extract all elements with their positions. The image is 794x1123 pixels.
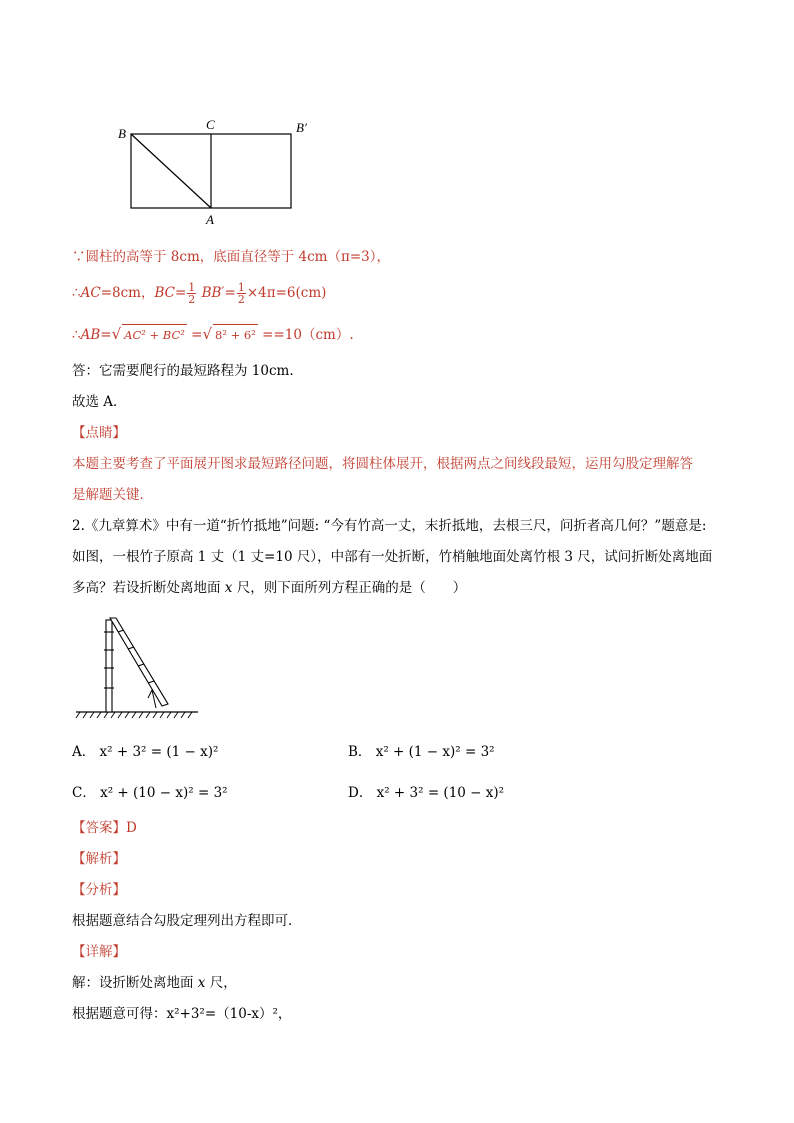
question2-line3-a: 多高？若设折断处离地面: [72, 580, 225, 596]
equals-sign: =: [174, 285, 187, 301]
radical-sign: √: [111, 325, 122, 343]
fraction-denominator: 2: [237, 293, 245, 306]
var-bb-prime: BB′: [201, 285, 225, 301]
heading-fenxi: 【分析】: [72, 882, 126, 898]
solution1-ac-bc: [72, 282, 326, 305]
option-a[interactable]: A． x² + 3² = (1 − x)²: [72, 744, 219, 760]
ab-result: =10（cm）.: [273, 327, 354, 343]
xiangjie-line1-a: 解：设折断处离地面: [72, 975, 198, 991]
xiangjie-line1: [72, 973, 237, 993]
equals-sign-2: =: [224, 285, 236, 301]
dianjing-text-1: 本题主要考查了平面展开图求最短路径问题，将圆柱体展开，根据两点之间线段最短，运用勾股定理解答: [72, 456, 693, 472]
ground-hatching: [76, 712, 192, 718]
therefore-symbol: ∴: [72, 327, 81, 343]
heading-answer: 【答案】: [72, 820, 126, 836]
fraction-denominator: 2: [188, 293, 196, 306]
bamboo-stem: [106, 620, 112, 712]
question2-line2: 如图，一根竹子原高 1 丈（1 丈=10 尺），中部有一处折断，竹梢触地面处离竹根 3 尺，试问折断处离地面: [72, 549, 713, 565]
broken-bamboo-diagram: [72, 612, 202, 722]
segment-ba: [131, 134, 211, 208]
heading-dianjing: 【点睛】: [72, 425, 126, 441]
heading-jiexi: 【解析】: [72, 851, 126, 867]
fraction-numerator: 1: [188, 281, 196, 294]
heading-xiangjie: 【详解】: [72, 944, 126, 960]
label-c: C: [206, 117, 215, 132]
radicand-ac-bc: AC² + BC²: [122, 324, 187, 345]
question2-line3-b: 尺，则下面所列方程正确的是（ ）: [232, 580, 467, 596]
fraction-half-2: [237, 282, 246, 305]
solution1-given: ∵圆柱的高等于 8cm，底面直径等于 4cm（π=3），: [72, 249, 391, 265]
therefore-symbol: ∴: [72, 285, 81, 301]
label-b: B: [118, 126, 126, 141]
xiangjie-line2: 根据题意可得：x²+3²=（10-x）²，: [72, 1006, 292, 1022]
solution1-answer: 答：它需要爬行的最短路程为 10cm.: [72, 363, 294, 379]
ac-value: =8cm，: [100, 285, 155, 301]
solution1-ab: [72, 324, 354, 345]
var-x: x: [197, 975, 206, 991]
bamboo-leaf-2: [148, 690, 152, 698]
bc-result: ×4π=6(cm): [246, 285, 327, 301]
fraction-half: [187, 282, 196, 305]
label-a: A: [206, 212, 214, 227]
answer-line: [72, 818, 137, 838]
equals-sign-2: =: [191, 327, 203, 343]
xiangjie-line1-b: 尺，: [205, 975, 237, 991]
fraction-numerator: 1: [237, 281, 245, 294]
var-ab: AB: [80, 327, 101, 343]
radical-sign-2: √: [202, 325, 213, 343]
var-x: x: [224, 580, 233, 596]
answer-value: D: [126, 820, 137, 836]
option-d[interactable]: D． x² + 3² = (10 − x)²: [348, 785, 505, 801]
equals-sign-3: =: [262, 327, 274, 343]
option-b[interactable]: B． x² + (1 − x)² = 3²: [348, 744, 495, 760]
dianjing-text-2: 是解题关键．: [72, 487, 153, 503]
var-bc: BC: [154, 285, 175, 301]
fenxi-text: 根据题意结合勾股定理列出方程即可．: [72, 913, 302, 929]
var-ac: AC: [80, 285, 101, 301]
solution1-choice: 故选 A．: [72, 394, 127, 410]
equals-sign: =: [100, 327, 112, 343]
label-b-prime: B′: [296, 120, 307, 135]
question2-line1: 2.《九章算术》中有一道“折竹抵地”问题: “今有竹高一丈，末折抵地，去根三尺，问折者高几何？”题意是:: [72, 518, 707, 534]
radicand-8-6: 8² + 6²: [213, 324, 258, 345]
option-c[interactable]: C． x² + (10 − x)² = 3²: [72, 785, 228, 801]
unfolded-cylinder-diagram: [110, 112, 320, 227]
question2-line3: [72, 578, 466, 598]
